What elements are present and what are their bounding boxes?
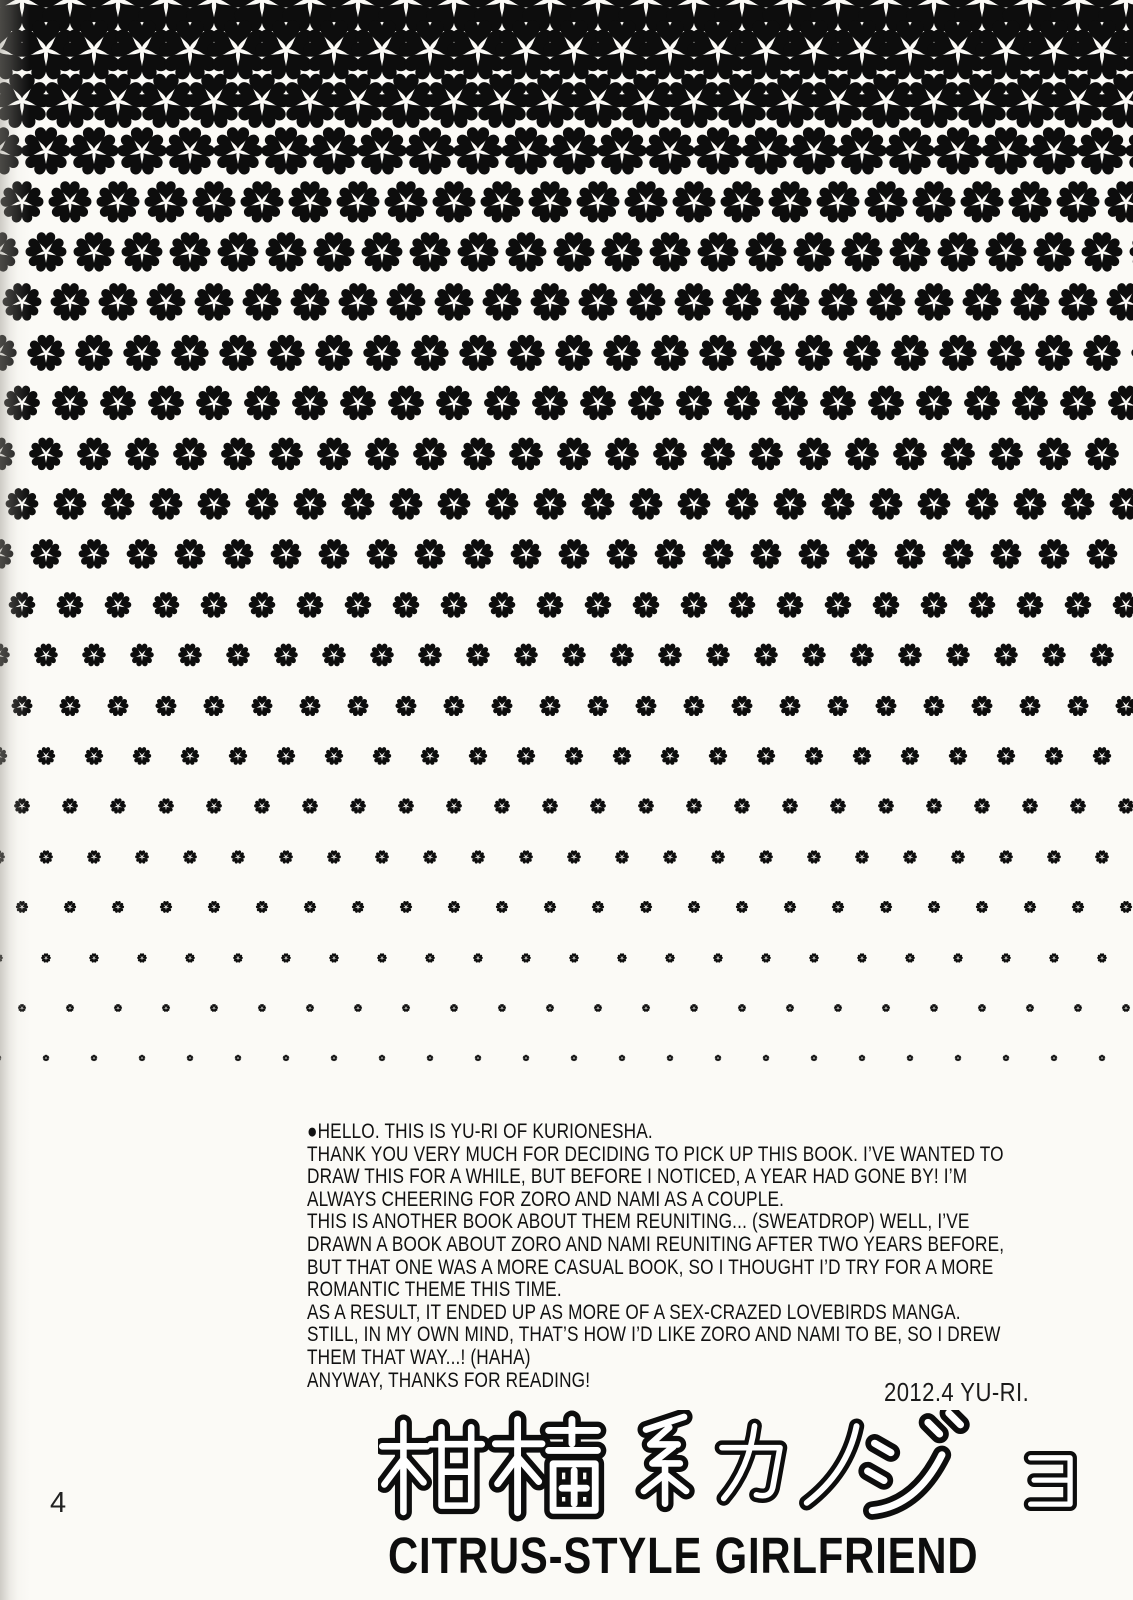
afterword-line: THIS IS ANOTHER BOOK ABOUT THEM REUNITING... (SWEATDROP) WELL, I’VE [307,1210,970,1234]
afterword-line: ●HELLO. THIS IS YU-RI OF KURIONESHA. [307,1120,653,1143]
afterword-line: ROMANTIC THEME THIS TIME. [307,1278,562,1302]
afterword-line: ANYWAY, THANKS FOR READING! [307,1368,591,1392]
afterword-line: BUT THAT ONE WAS A MORE CASUAL BOOK, SO I THOUGHT I’D TRY FOR A MORE [307,1255,994,1279]
page-number: 4 [50,1487,67,1519]
afterword-line: THEM THAT WAY...! (HAHA) [307,1345,531,1369]
afterword-line: THANK YOU VERY MUCH FOR DECIDING TO PICK UP THIS BOOK. I’VE WANTED TO [307,1142,1004,1166]
afterword-line: DRAWN A BOOK ABOUT ZORO AND NAMI REUNITING AFTER TWO YEARS BEFORE, [307,1232,1005,1256]
title-japanese [378,1410,1084,1524]
afterword-line: AS A RESULT, IT ENDED UP AS MORE OF A SEX-CRAZED LOVEBIRDS MANGA. [307,1300,961,1324]
afterword-line: ALWAYS CHEERING FOR ZORO AND NAMI AS A COUPLE. [307,1187,785,1211]
afterword-text [307,1121,1004,1392]
afterword-line: DRAW THIS FOR A WHILE, BUT BEFORE I NOTICED, A YEAR HAD GONE BY! I’M [307,1165,968,1189]
title-english: CITRUS-STYLE GIRLFRIEND [388,1527,979,1584]
afterword-line: STILL, IN MY OWN MIND, THAT’S HOW I’D LIKE ZORO AND NAMI TO BE, SO I DREW [307,1323,1001,1347]
author-signature: 2012.4 YU-RI. [884,1377,1030,1407]
